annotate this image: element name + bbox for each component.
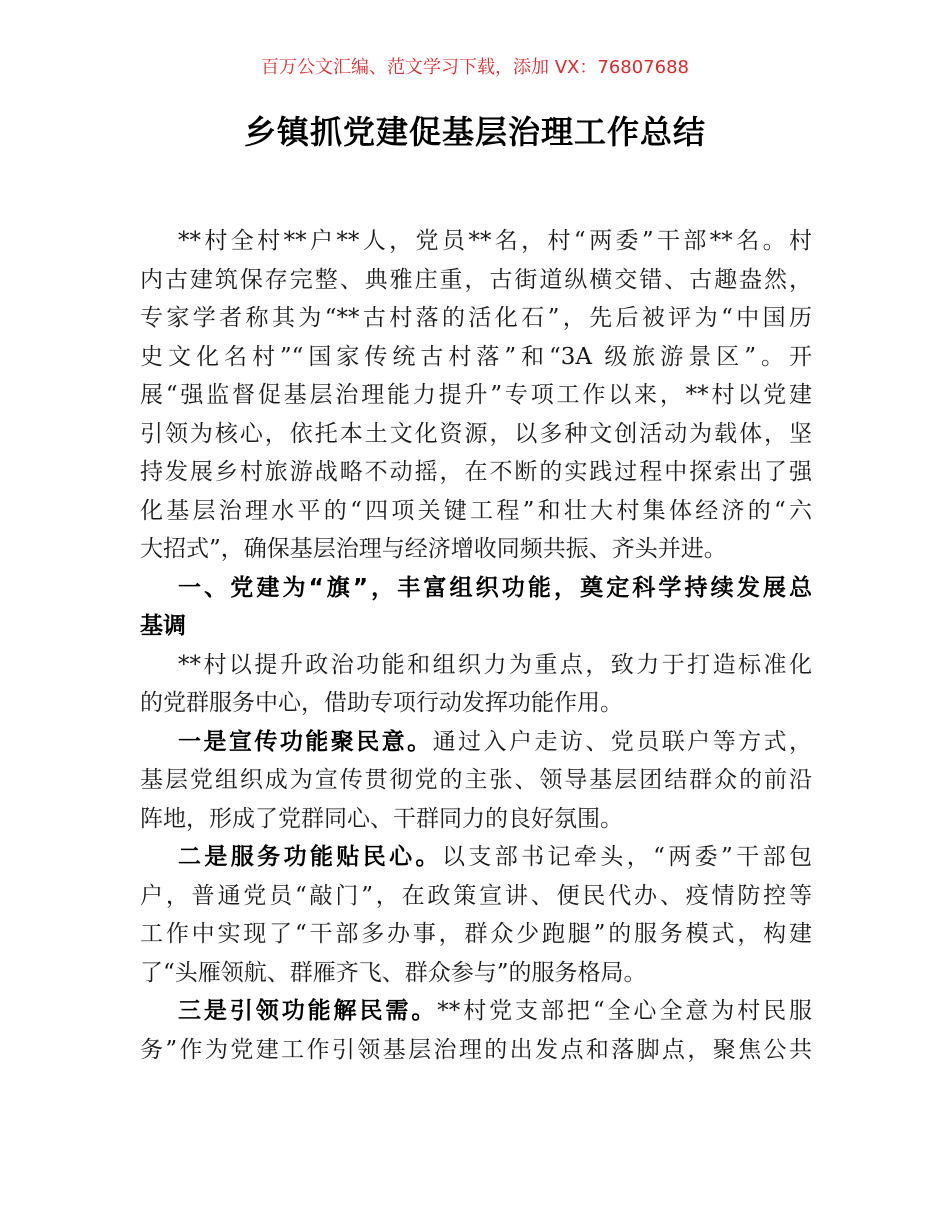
paragraph-line [140, 838, 812, 877]
paragraph-line [140, 376, 812, 415]
document-title: 乡镇抓党建促基层治理工作总结 [243, 113, 706, 151]
body-text: 户，普通党员“敲门”，在政策宣讲、便民代办、疫情防控等 [140, 882, 812, 909]
body-text: 阵地，形成了党群同心、干群同力的良好氛围。 [140, 805, 623, 832]
paragraph-line [140, 607, 812, 646]
body-text: 了“头雁领航、群雁齐飞、群众参与”的服务格局。 [140, 959, 647, 986]
bold-heading-text: 二是服务功能贴民心。 [178, 844, 442, 870]
paragraph-line [140, 646, 812, 685]
body-text: **村党支部把“全心全意为村民服 [437, 998, 812, 1024]
body-text: 通过入户走访、党员联户等方式， [432, 728, 812, 755]
bold-heading-text: 一、党建为“旗”，丰富组织功能，奠定科学持续发展总 [178, 574, 812, 601]
paragraph-line [140, 338, 812, 377]
bold-heading-text: 一是宣传功能聚民意。 [178, 728, 433, 755]
watermark-header: 百万公文汇编、范文学习下载，添加 VX：76807688 [261, 57, 689, 78]
body-text: 基层党组织成为宣传贯彻党的主张、领导基层团结群众的前沿 [140, 767, 812, 793]
body-text: 以支部书记牵头，“两委”干部包 [441, 844, 812, 870]
body-text: 的党群服务中心，借助专项行动发挥功能作用。 [140, 690, 623, 716]
paragraph-line [140, 723, 812, 762]
paragraph-line [140, 222, 812, 261]
body-text: 化基层治理水平的“四项关键工程”和壮大村集体经济的“六 [140, 497, 812, 524]
body-text: 内古建筑保存完整、典雅庄重，古街道纵横交错、古趣盎然， [140, 266, 812, 293]
paragraph-line [140, 569, 812, 608]
paragraph-line [140, 453, 812, 492]
body-text: 大招式”，确保基层治理与经济增收同频共振、齐头并进。 [140, 536, 727, 562]
body-text: **村全村**户**人，党员**名，村“两委”干部**名。村 [178, 228, 812, 254]
paragraph-line [140, 492, 812, 531]
body-text: 专家学者称其为“**古村落的活化石”，先后被评为“中国历 [140, 305, 812, 331]
body-text: 展“强监督促基层治理能力提升”专项工作以来，**村以党建 [140, 382, 812, 408]
paragraph-line [140, 1031, 812, 1070]
document-body [140, 222, 812, 1069]
body-text: 引领为核心，依托本土文化资源，以多种文创活动为载体，坚 [140, 420, 812, 447]
paragraph-line [140, 684, 812, 723]
body-text: 务”作为党建工作引领基层治理的出发点和落脚点，聚焦公共 [140, 1036, 812, 1063]
body-text: 工作中实现了“干部多办事，群众少跑腿”的服务模式，构建 [140, 921, 812, 947]
body-text: **村以提升政治功能和组织力为重点，致力于打造标准化 [178, 651, 812, 678]
paragraph-line [140, 992, 812, 1031]
paragraph-line [140, 415, 812, 454]
body-text: 持发展乡村旅游战略不动摇，在不断的实践过程中探索出了强 [140, 459, 812, 485]
bold-heading-text: 基调 [140, 613, 186, 639]
paragraph-line [140, 261, 812, 300]
paragraph-line [140, 800, 812, 839]
paragraph-line [140, 915, 812, 954]
paragraph-line [140, 299, 812, 338]
paragraph-line [140, 877, 812, 916]
paragraph-line [140, 954, 812, 993]
body-text: 史文化名村”“国家传统古村落”和“3A 级旅游景区”。开 [140, 343, 812, 370]
paragraph-line [140, 530, 812, 569]
bold-heading-text: 三是引领功能解民需。 [178, 998, 438, 1024]
paragraph-line [140, 761, 812, 800]
